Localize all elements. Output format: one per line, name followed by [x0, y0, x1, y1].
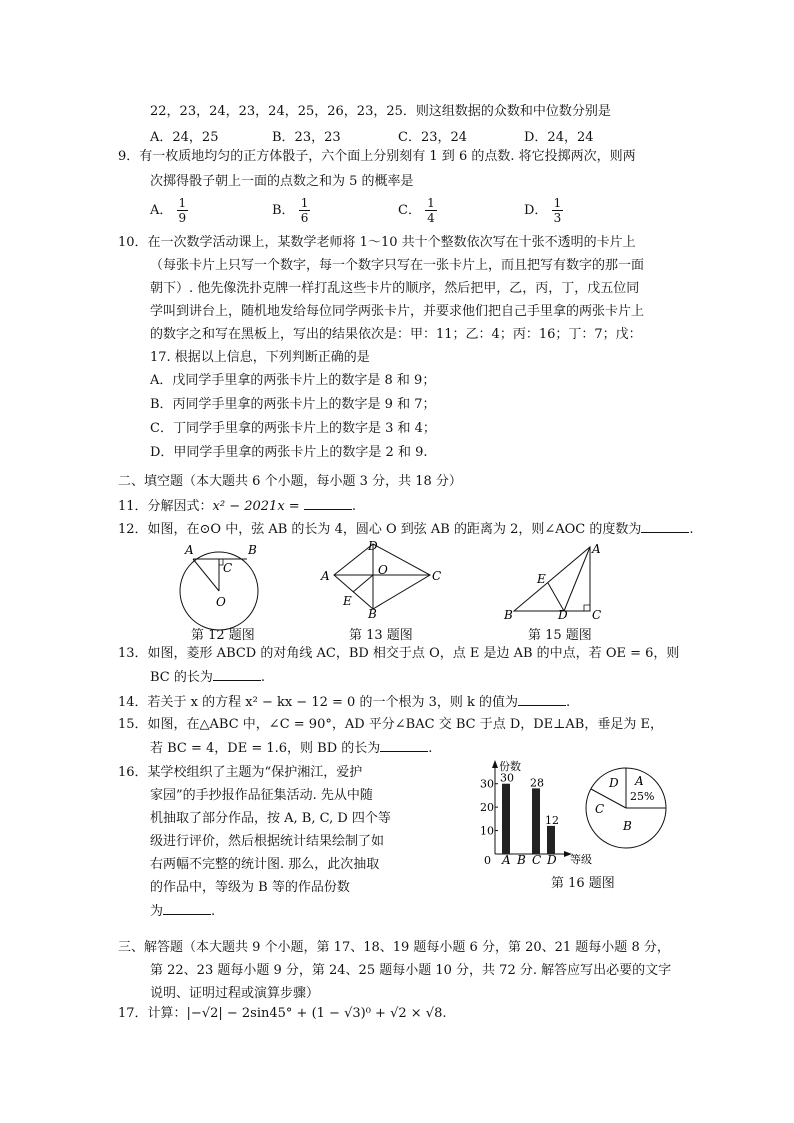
- fig13-label-d: D: [368, 539, 378, 553]
- q15-line2: [150, 739, 432, 758]
- answer-blank: [641, 520, 689, 533]
- q8-option-c: C．23，24: [398, 130, 468, 145]
- figure-15-triangle-diagram: [500, 537, 610, 623]
- fig15-label-b: B: [504, 608, 513, 622]
- fraction-denominator: 4: [427, 211, 435, 225]
- q9-option-c: [398, 196, 437, 225]
- q11-end: .: [351, 499, 356, 514]
- pie-slice-label-a: A: [635, 774, 644, 788]
- fig15-label-a: A: [592, 542, 601, 556]
- fig13-label-c: C: [432, 569, 442, 583]
- q10-option-d: D．甲同学手里拿的两张卡片上的数字是 2 和 9.: [150, 445, 428, 460]
- bar-data-label-a: 30: [500, 771, 514, 785]
- q15-end: .: [428, 741, 433, 756]
- fraction-numerator: 1: [427, 196, 435, 210]
- q13-line2: [150, 668, 265, 687]
- q11: [118, 497, 356, 516]
- q9-option-c-letter: C．: [398, 203, 421, 218]
- figure-13-caption: 第 13 题图: [349, 628, 413, 643]
- y-tick-label: 20: [480, 801, 494, 815]
- fig13-label-a: A: [321, 569, 330, 583]
- q9-option-b-fraction: [299, 196, 311, 225]
- y-tick-label: 30: [480, 777, 494, 791]
- answer-blank: [518, 693, 566, 706]
- q17-end: .: [442, 1006, 447, 1021]
- figure-15-caption: 第 15 题图: [528, 628, 592, 643]
- figure-12-circle-diagram: [175, 541, 275, 631]
- q12-end: .: [689, 522, 694, 537]
- q10-option-a: A．戊同学手里拿的两张卡片上的数字是 8 和 9；: [150, 373, 436, 388]
- q10-line2: （每张卡片上只写一个数字，每一个数字只写在一张卡片上，而且把写有数字的那一面: [150, 258, 645, 273]
- answer-blank: [163, 902, 211, 915]
- fig12-label-c: C: [223, 561, 233, 575]
- y-axis-label: 份数: [499, 760, 521, 773]
- q9-option-a-fraction: [177, 196, 189, 225]
- q10-option-b: B．丙同学手里拿的两张卡片上的数字是 9 和 7；: [150, 397, 436, 412]
- q16-line7-text: 为: [150, 904, 164, 919]
- q16-line4: 级进行评价，然后根据统计结果绘制了如: [150, 834, 385, 849]
- q15-line1: 15．如图，在△ABC 中，∠C = 90°，AD 平分∠BAC 交 BC 于点 D，DE⊥AB，垂足为 E，: [118, 717, 663, 732]
- x-category-label-b: B: [517, 853, 526, 867]
- fig12-label-o: O: [216, 595, 226, 609]
- q9-option-b-letter: B．: [272, 203, 295, 218]
- section-3-heading-line1: 三、解答题（本大题共 9 个小题，第 17、18、19 题每小题 6 分，第 20、21 题每小题 8 分，: [118, 940, 670, 955]
- pie-slice-label-b: B: [623, 819, 632, 833]
- figure-16-pie-chart: [583, 765, 673, 855]
- q10-line4: 学叫到讲台上，随机地发给每位同学两张卡片，并要求他们把自己手里拿的两张卡片上: [150, 304, 645, 319]
- q11-expression: x² − 2021x =: [212, 499, 300, 514]
- q9-option-d-letter: D．: [524, 203, 548, 218]
- q10-line1: 10．在一次数学活动课上，某数学老师将 1～10 共十个整数依次写在十张不透明的卡片上: [118, 235, 636, 250]
- fraction-denominator: 3: [553, 211, 562, 225]
- q9-line2: 次掷得骰子朝上一面的点数之和为 5 的概率是: [150, 174, 414, 189]
- x-category-label-d: D: [547, 853, 557, 867]
- q9-option-d: [524, 196, 563, 225]
- origin-tick-label: 0: [484, 854, 491, 867]
- fig15-label-d: D: [558, 608, 568, 622]
- fig12-label-b: B: [248, 543, 257, 557]
- fig15-label-c: C: [592, 608, 602, 622]
- section-3-heading-line2: 第 22、23 题每小题 9 分，第 24、25 题每小题 10 分，共 72 分. 解答应写出必要的文字: [150, 963, 672, 978]
- q8-data-line: 22，23，24，23，24，25，26，23，25．则这组数据的众数和中位数分别是: [150, 104, 611, 119]
- q12-text: 12．如图，在⊙O 中，弦 AB 的长为 4，圆心 O 到弦 AB 的距离为 2，则∠AOC 的度数为: [118, 522, 642, 537]
- pie-slice-label-d: D: [609, 776, 619, 790]
- figure-16-caption: 第 16 题图: [551, 876, 615, 891]
- fraction-numerator: 1: [553, 196, 562, 210]
- x-category-label-a: A: [502, 853, 511, 867]
- q9-option-d-fraction: [552, 196, 564, 225]
- answer-blank: [213, 668, 261, 681]
- bar-d: [547, 826, 555, 854]
- bar-a: [502, 784, 510, 854]
- figure-12-caption: 第 12 题图: [191, 628, 255, 643]
- x-category-label-c: C: [532, 853, 542, 867]
- q14: [118, 693, 570, 712]
- fraction-denominator: 9: [178, 211, 187, 225]
- q14-text: 14．若关于 x 的方程 x² − kx − 12 = 0 的一个根为 3，则 k 的值为: [118, 695, 518, 710]
- q16-line6: 的作品中，等级为 B 等的作品份数: [150, 880, 350, 895]
- q9-option-c-fraction: [425, 196, 437, 225]
- answer-blank: [304, 497, 352, 510]
- answer-blank: [380, 739, 428, 752]
- q13-line1: 13．如图，菱形 ABCD 的对角线 AC，BD 相交于点 O，点 E 是边 AB 的中点，若 OE = 6，则: [118, 646, 680, 661]
- q16-line2: 家园”的手抄报作品征集活动. 先从中随: [150, 788, 373, 803]
- figure-13-rhombus-diagram: [318, 537, 443, 622]
- fig12-label-a: A: [185, 543, 194, 557]
- q10-line5: 的数字之和写在黑板上，写出的结果依次是：甲：11；乙：4；丙：16；丁：7；戊：: [150, 327, 642, 342]
- q9-option-a: [150, 196, 188, 225]
- y-axis-arrow: [492, 760, 498, 768]
- q17-prefix: 17．计算：: [118, 1006, 187, 1021]
- pie-slice-a-percent: 25%: [630, 790, 655, 803]
- q9-option-a-letter: A．: [150, 203, 173, 218]
- q11-prefix: 11．分解因式：: [118, 499, 213, 514]
- q8-option-d: D．24，24: [524, 130, 594, 145]
- q15-line2-text: 若 BC = 4，DE = 1.6，则 BD 的长为: [150, 741, 381, 756]
- q16-end: .: [211, 904, 216, 919]
- fraction-numerator: 1: [300, 196, 309, 210]
- q16-line7: [150, 902, 215, 921]
- bar-data-label-d: 12: [545, 813, 559, 827]
- fig13-label-o: O: [378, 563, 388, 577]
- bar-data-label-c: 28: [530, 776, 544, 790]
- q16-line3: 机抽取了部分作品，按 A, B, C, D 四个等: [150, 811, 391, 826]
- y-tick-label: 10: [480, 824, 494, 838]
- fig13-label-e: E: [343, 594, 352, 608]
- q8-option-a: A．24，25: [150, 130, 219, 145]
- q13-end: .: [260, 670, 266, 685]
- fraction-denominator: 6: [300, 211, 309, 225]
- q17: [118, 1005, 447, 1023]
- q14-end: .: [566, 695, 571, 710]
- section-3-heading-line3: 说明、证明过程或演算步骤）: [150, 986, 320, 1001]
- x-axis-label: 等级: [570, 853, 592, 866]
- pie-slice-label-c: C: [595, 802, 605, 816]
- q8-option-b: B．23，23: [272, 130, 341, 145]
- q16-line5: 右两幅不完整的统计图. 那么，此次抽取: [150, 857, 380, 872]
- fraction-numerator: 1: [178, 196, 187, 210]
- fig13-label-b: B: [368, 607, 377, 621]
- q13-line2-text: BC 的长为: [150, 670, 213, 685]
- q10-option-c: C．丁同学手里拿的两张卡片上的数字是 3 和 4；: [150, 421, 436, 436]
- q9-option-b: [272, 196, 310, 225]
- q16-line1: 16．某学校组织了主题为“保护湘江，爱护: [118, 765, 363, 780]
- q10-line6: 17. 根据以上信息，下列判断正确的是: [150, 350, 370, 365]
- q10-line3: 朝下）. 他先像洗扑克牌一样打乱这些卡片的顺序，然后把甲，乙，丙，丁，戊五位同: [150, 281, 640, 296]
- section-2-heading: 二、填空题（本大题共 6 个小题，每小题 3 分，共 18 分）: [118, 474, 462, 489]
- fig15-label-e: E: [537, 572, 546, 586]
- bar-c: [532, 788, 540, 854]
- q9-line1: 9．有一枚质地均匀的正方体骰子，六个面上分别刻有 1 到 6 的点数. 将它投掷两次，则两: [118, 149, 636, 164]
- q17-expression: |−√2| − 2sin45° + (1 − √3)⁰ + √2 × √8: [186, 1006, 443, 1021]
